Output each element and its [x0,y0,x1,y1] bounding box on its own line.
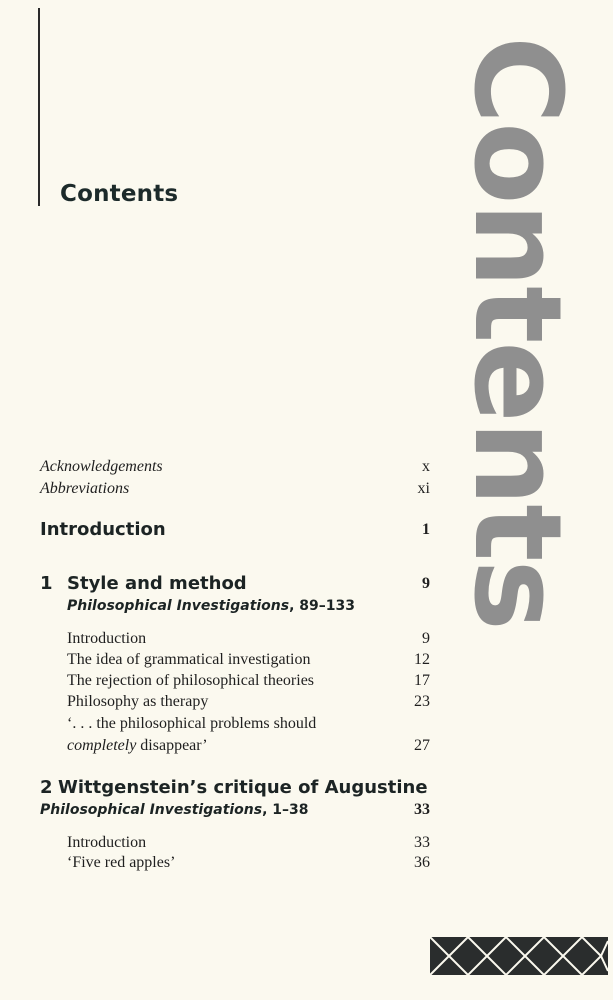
chapter-2-number: 2 [40,777,53,798]
toc-section-page: 33 [414,834,430,851]
toc-section[interactable]: The idea of grammatical investigation [67,651,311,668]
chapter-1-subtitle [67,598,355,614]
vertical-rule [38,8,40,206]
toc-section-page: 9 [422,630,430,647]
toc-section-page: 27 [414,737,430,754]
toc-entry-abbreviations[interactable]: Abbreviations [40,480,130,497]
side-title-text: Contents [447,36,586,629]
toc-section[interactable]: ‘Five red apples’ [67,854,176,871]
toc-section[interactable]: The rejection of philosophical theories [67,672,315,689]
toc-page-introduction: 1 [422,521,430,538]
chapter-1-number: 1 [40,573,53,594]
toc-section-rest: disappear’ [136,737,208,754]
toc-section[interactable] [67,737,208,755]
toc-section[interactable]: Introduction [67,834,147,851]
chapter-1-subtitle-range: , 89–133 [289,598,356,614]
chapter-2-title[interactable]: Wittgenstein’s critique of Augustine [58,777,428,798]
toc-section-page: 12 [414,651,430,668]
toc-entry-introduction[interactable]: Introduction [40,519,166,540]
toc-section-page: 17 [414,672,430,689]
chapter-2-subtitle [40,802,309,818]
chapter-1-title[interactable]: Style and method [67,573,247,594]
toc-section[interactable]: Philosophy as therapy [67,693,209,710]
side-title-decoration [447,36,586,696]
toc-section[interactable]: Introduction [67,630,147,647]
toc-section-emphasis: completely [67,737,137,754]
page-title: Contents [60,181,179,207]
chapter-2-subtitle-work: Philosophical Investigations [40,802,263,818]
diamond-ornament [430,937,608,975]
toc-page-acknowledgements: x [422,458,430,475]
toc-entry-acknowledgements[interactable]: Acknowledgements [40,458,163,475]
toc-section-page: 36 [414,854,430,871]
chapter-1-page: 9 [422,575,430,592]
chapter-2-subtitle-range: , 1–38 [262,802,309,818]
chapter-1-subtitle-work: Philosophical Investigations [67,598,290,614]
toc-section[interactable]: ‘. . . the philosophical problems should [67,715,317,732]
toc-page-abbreviations: xi [417,480,430,497]
toc-section-page: 23 [414,693,430,710]
chapter-2-page: 33 [414,801,430,818]
